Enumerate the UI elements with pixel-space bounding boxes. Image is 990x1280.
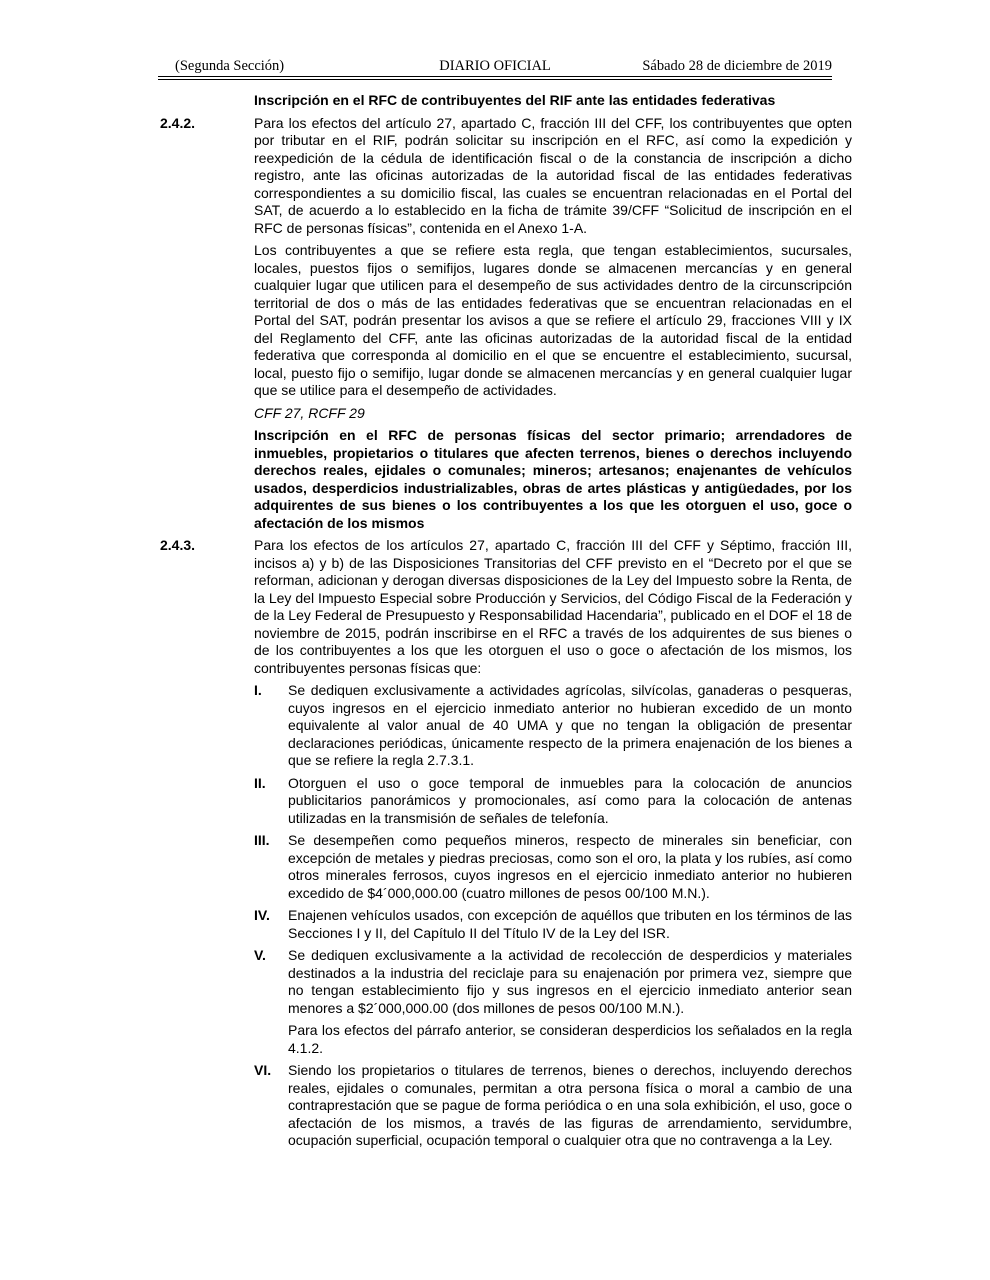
rule-2-4-3-number: 2.4.3. — [160, 537, 196, 553]
rule-2-4-3-body — [160, 537, 852, 677]
rule-2-4-3 — [160, 427, 852, 1150]
rule-2-4-3-intro: Para los efectos de los artículos 27, apartado C, fracción III del CFF y Séptimo, fracción III, incisos a) y b) de las Disposiciones Transitorias del CFF previsto en el “Decreto por el que se reforman, adicionan y derogan diversas disposiciones de la Ley del Impuesto sobre la Renta, de la Ley del Impuesto Especial sobre Producción y Servicios, del Código Fiscal de la Federación y de la Ley Federal de Presupuesto y Responsabilidad Hacendaria”, publicado en el DOF el 18 de noviembre de 2015, podrán inscribirse en el RFC a través de los adquirentes de sus bienes o de los contribuyentes a los que les otorguen el uso o goce o afectación de los mismos, los contribuyentes personas físicas que: — [254, 537, 852, 676]
fraction-number: III. — [254, 832, 270, 848]
header-rule-bottom — [158, 79, 832, 80]
rule-2-4-2-number: 2.4.2. — [160, 114, 196, 131]
fraction-text: Siendo los propietarios o titulares de terrenos, bienes o derechos, incluyendo derechos reales, ejidales o comunales, permitan a otra persona física o moral a cambio de una contraprestación que se pague de forma periódica o en una sola exhibición, el uso, goce o afectación de los mismos, a través de las figuras de arrendamiento, servidumbre, ocupación superficial, ocupación temporal o cualquier otra que no contravenga a la Ley. — [288, 1062, 852, 1148]
header-date: Sábado 28 de diciembre de 2019 — [642, 58, 832, 74]
document-body — [160, 92, 852, 1155]
fraction-item — [254, 947, 852, 1057]
rule-2-4-2-paragraph: Para los efectos del artículo 27, apartado C, fracción III del CFF, los contribuyentes que opten por tributar en el RIF, podrán solicitar su inscripción en el RFC, así como la expedición y reexpedición de la cédula de identificación fiscal o de la constancia de inscripción a dicho registro, ante las oficinas autorizadas de la autoridad fiscal de las entidades federativas correspondientes a su domicilio fiscal, las cuales se encuentran relacionadas en el Portal del SAT, de acuerdo a lo establecido en la ficha de trámite 39/CFF “Solicitud de inscripción en el RFC de personas físicas”, contenida en el Anexo 1-A. — [254, 114, 852, 236]
fraction-text: Enajenen vehículos usados, con excepción de aquéllos que tributen en los términos de las Secciones I y II, del Capítulo II del Título IV de la Ley del ISR. — [288, 907, 852, 941]
fraction-number: IV. — [254, 907, 270, 923]
fraction-text: Se dediquen exclusivamente a la actividad de recolección de desperdicios y materiales destinados a la industria del reciclaje para su enajenación por primera vez, siempre que no tengan establecimiento fijo y sus ingresos en el ejercicio inmediato anterior sean menores a $2´000,000.00 (dos millones de pesos 00/100 M.N.). — [288, 947, 852, 1016]
rule-2-4-2-title: Inscripción en el RFC de contribuyentes del RIF ante las entidades federativas — [254, 92, 776, 108]
fraction-item — [254, 832, 852, 902]
fraction-number: II. — [254, 774, 266, 791]
fraction-number: VI. — [254, 1062, 272, 1078]
rule-2-4-3-title: Inscripción en el RFC de personas físicas del sector primario; arrendadores de inmuebles, propietarios o titulares que afecten terrenos, bienes o derechos incluyendo derechos reales, ejidales o comunales; mineros; artesanos; enajenantes de vehículos usados, desperdicios industrializables, obras de artes plásticas y antigüedades, por los adquirentes de sus bienes o los contribuyentes a los que les otorguen el uso, goce o afectación de los mismos — [254, 427, 852, 531]
fraction-item — [254, 682, 852, 770]
rule-2-4-2-reference: CFF 27, RCFF 29 — [254, 404, 365, 421]
fraction-text: Se desempeñen como pequeños mineros, respecto de minerales sin beneficiar, con excepción de metales y piedras preciosas, como son el oro, la plata y los rubíes, así como otros minerales ferrosos, cuyos ingresos en el ejercicio inmediato anterior no hubieren excedido de $4´000,000.00 (cuatro millones de pesos 00/100 M.N.). — [288, 832, 852, 901]
fraction-text: Otorguen el uso o goce temporal de inmuebles para la colocación de anuncios publicitarios panorámicos y promocionales, así como para la colocación de antenas utilizadas en la transmisión de señales de telefonía. — [288, 774, 852, 826]
fraction-item — [254, 907, 852, 942]
rule-2-4-2-paragraph: Los contribuyentes a que se refiere esta regla, que tengan establecimientos, sucursales, locales, puestos fijos o semifijos, lugares donde se almacenen mercancías y en general cualquier lugar que utilicen para el desempeño de sus actividades dentro de la circunscripción territorial de dos o más de las entidades federativas que se encuentran relacionadas en el Portal del SAT, podrán presentar los avisos a que se refiere el artículo 29, fracciones VIII y IX del Reglamento del CFF, ante las oficinas autorizadas de la autoridad fiscal de la entidad federativa que corresponda al domicilio en el que se encuentre el establecimiento, sucursal, local, puesto fijo o semifijo, lugar donde se almacenen mercancías y en general cualquier lugar que se utilice para el desempeño de actividades. — [254, 242, 852, 398]
fraction-number: V. — [254, 947, 266, 963]
fraction-item — [254, 1062, 852, 1150]
header-section: (Segunda Sección) — [175, 58, 285, 74]
header-rule-top — [158, 76, 832, 77]
fraction-extra-text: Para los efectos del párrafo anterior, se consideran desperdicios los señalados en la regla 4.1.2. — [288, 1022, 852, 1056]
fraction-number: I. — [254, 682, 262, 698]
rule-2-4-2-body — [160, 114, 852, 238]
header-publication: DIARIO OFICIAL — [439, 58, 551, 74]
fraction-item — [254, 775, 852, 828]
page-header — [158, 58, 832, 76]
rule-2-4-2 — [160, 92, 852, 422]
fraction-text: Se dediquen exclusivamente a actividades agrícolas, silvícolas, ganaderas o pesqueras, cuyos ingresos en el ejercicio inmediato anterior no hubieran excedido de un monto equivalente al valor anual de 40 UMA y que no tengan la obligación de presentar declaraciones periódicas, únicamente respecto de la primera enajenación de los bienes a que se refiere la regla 2.7.3.1. — [288, 682, 852, 768]
